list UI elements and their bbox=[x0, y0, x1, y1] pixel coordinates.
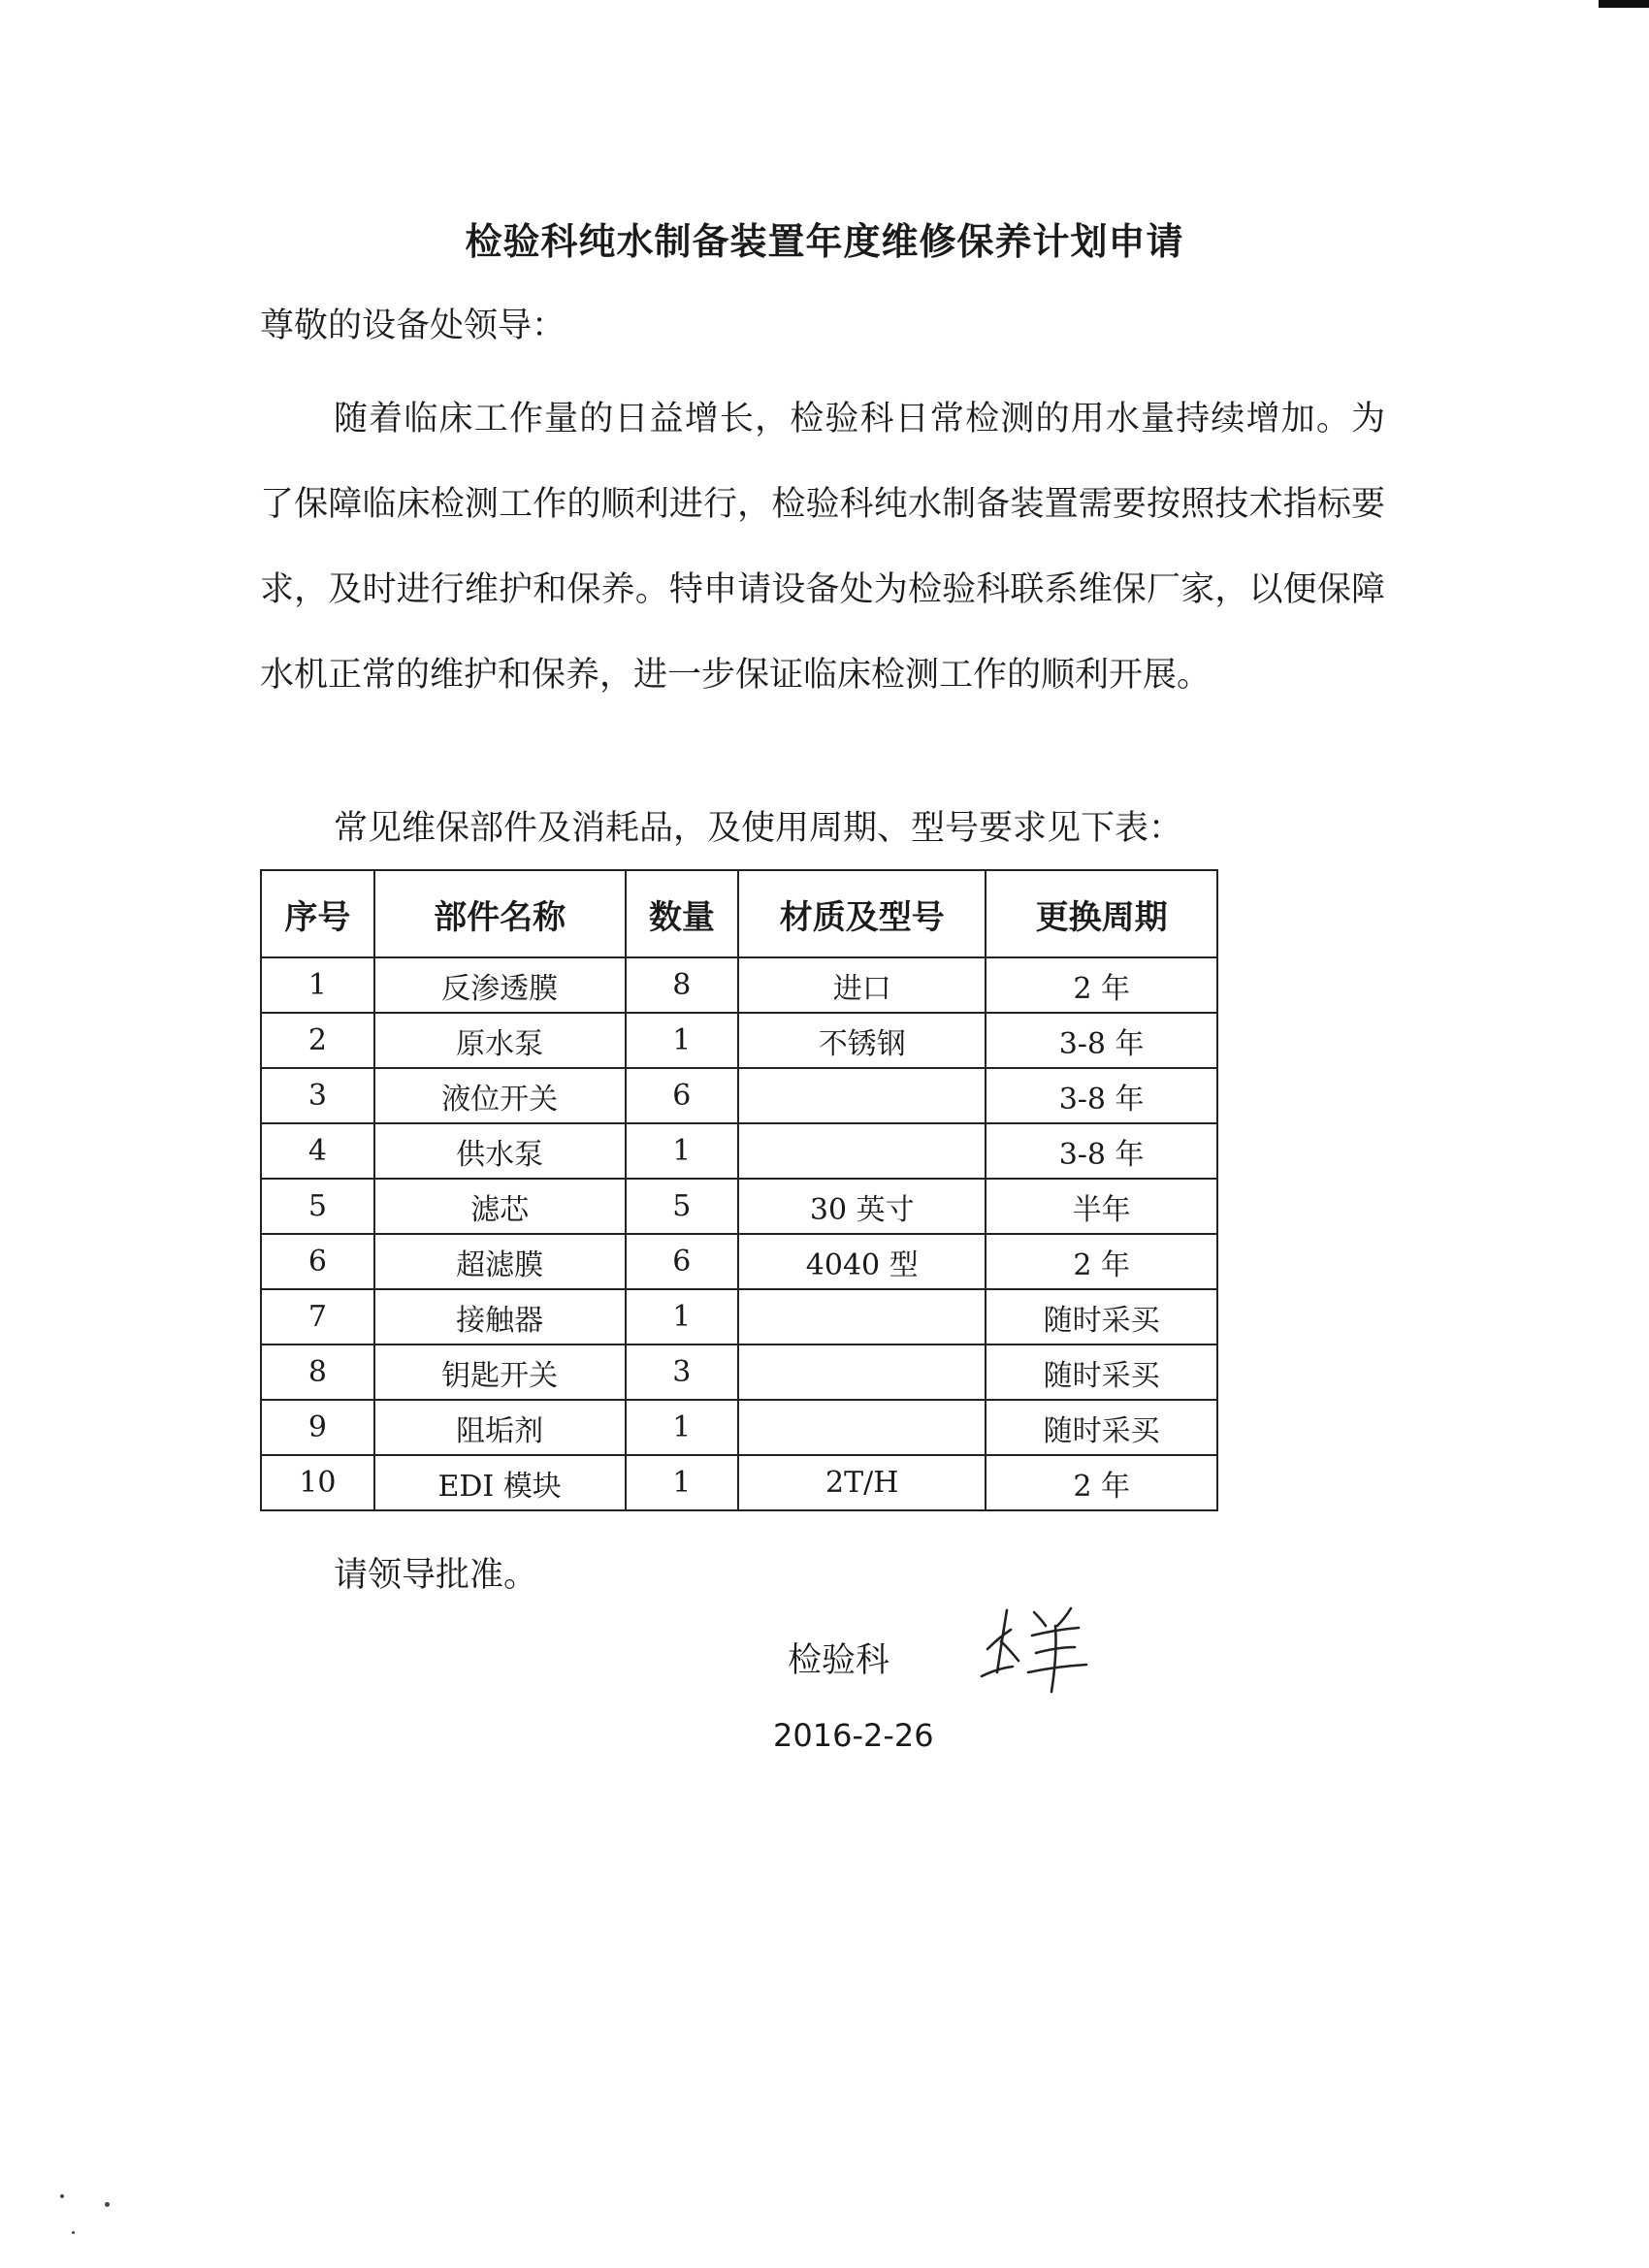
cell-quantity: 1 bbox=[626, 1455, 739, 1510]
header-no: 序号 bbox=[261, 870, 374, 957]
table-row bbox=[261, 1400, 1217, 1455]
cell-material-model: 不锈钢 bbox=[738, 1013, 986, 1068]
cell-no: 2 bbox=[261, 1013, 374, 1068]
parts-table bbox=[260, 869, 1218, 1511]
cell-part-name: 供水泵 bbox=[374, 1123, 626, 1179]
cell-no: 7 bbox=[261, 1289, 374, 1345]
handwritten-signature bbox=[978, 1591, 1104, 1698]
body-paragraph: 随着临床工作量的日益增长，检验科日常检测的用水量持续增加。为了保障临床检测工作的顺利进行，检验科纯水制备装置需要按照技术指标要求，及时进行维护和保养。特申请设备处为检验科联系维保厂家，以便保障水机正常的维护和保养，进一步保证临床检测工作的顺利开展。 bbox=[260, 400, 1385, 695]
cell-material-model bbox=[738, 1123, 986, 1179]
cell-part-name: 滤芯 bbox=[374, 1179, 626, 1234]
document-title: 检验科纯水制备装置年度维修保养计划申请 bbox=[465, 220, 1184, 263]
cell-replace-cycle: 2 年 bbox=[986, 1234, 1217, 1289]
department-name: 检验科 bbox=[788, 1641, 890, 1680]
cell-replace-cycle: 2 年 bbox=[986, 1455, 1217, 1510]
cell-quantity: 6 bbox=[626, 1234, 739, 1289]
table-header-row bbox=[261, 870, 1217, 957]
table-row bbox=[261, 1234, 1217, 1289]
cell-part-name: 液位开关 bbox=[374, 1068, 626, 1123]
table-row bbox=[261, 957, 1217, 1013]
header-quantity: 数量 bbox=[626, 870, 739, 957]
salutation: 尊敬的设备处领导： bbox=[260, 307, 566, 345]
cell-no: 4 bbox=[261, 1123, 374, 1179]
cell-replace-cycle: 3-8 年 bbox=[986, 1013, 1217, 1068]
cell-quantity: 6 bbox=[626, 1068, 739, 1123]
scan-speck bbox=[60, 2194, 64, 2198]
header-replace-cycle: 更换周期 bbox=[986, 870, 1217, 957]
cell-quantity: 3 bbox=[626, 1345, 739, 1400]
cell-no: 9 bbox=[261, 1400, 374, 1455]
cell-material-model: 30 英寸 bbox=[738, 1179, 986, 1234]
cell-part-name: 接触器 bbox=[374, 1289, 626, 1345]
cell-quantity: 1 bbox=[626, 1400, 739, 1455]
table-row bbox=[261, 1345, 1217, 1400]
table-row bbox=[261, 1068, 1217, 1123]
cell-replace-cycle: 随时采买 bbox=[986, 1400, 1217, 1455]
cell-part-name: 原水泵 bbox=[374, 1013, 626, 1068]
document-date: 2016-2-26 bbox=[773, 1717, 934, 1754]
closing-line: 请领导批准。 bbox=[334, 1556, 538, 1595]
cell-material-model bbox=[738, 1400, 986, 1455]
cell-material-model: 2T/H bbox=[738, 1455, 986, 1510]
table-intro: 常见维保部件及消耗品，及使用周期、型号要求见下表： bbox=[334, 809, 1183, 848]
cell-replace-cycle: 2 年 bbox=[986, 957, 1217, 1013]
cell-quantity: 1 bbox=[626, 1013, 739, 1068]
scan-speck bbox=[72, 2231, 75, 2234]
table-row bbox=[261, 1455, 1217, 1510]
cell-quantity: 5 bbox=[626, 1179, 739, 1234]
cell-material-model bbox=[738, 1289, 986, 1345]
table-row bbox=[261, 1289, 1217, 1345]
cell-part-name: 阻垢剂 bbox=[374, 1400, 626, 1455]
cell-part-name: 超滤膜 bbox=[374, 1234, 626, 1289]
cell-no: 8 bbox=[261, 1345, 374, 1400]
cell-part-name: EDI 模块 bbox=[374, 1455, 626, 1510]
cell-replace-cycle: 随时采买 bbox=[986, 1289, 1217, 1345]
header-material-model: 材质及型号 bbox=[738, 870, 986, 957]
cell-part-name: 反渗透膜 bbox=[374, 957, 626, 1013]
cell-replace-cycle: 随时采买 bbox=[986, 1345, 1217, 1400]
cell-no: 1 bbox=[261, 957, 374, 1013]
cell-quantity: 8 bbox=[626, 957, 739, 1013]
cell-material-model bbox=[738, 1068, 986, 1123]
scan-speck bbox=[105, 2202, 110, 2207]
cell-replace-cycle: 3-8 年 bbox=[986, 1068, 1217, 1123]
cell-part-name: 钥匙开关 bbox=[374, 1345, 626, 1400]
cell-material-model: 进口 bbox=[738, 957, 986, 1013]
cell-no: 10 bbox=[261, 1455, 374, 1510]
table-row bbox=[261, 1013, 1217, 1068]
cell-material-model: 4040 型 bbox=[738, 1234, 986, 1289]
table-row bbox=[261, 1123, 1217, 1179]
header-part-name: 部件名称 bbox=[374, 870, 626, 957]
cell-replace-cycle: 3-8 年 bbox=[986, 1123, 1217, 1179]
table-row bbox=[261, 1179, 1217, 1234]
cell-no: 6 bbox=[261, 1234, 374, 1289]
cell-material-model bbox=[738, 1345, 986, 1400]
scan-corner-mark bbox=[1599, 0, 1649, 8]
cell-quantity: 1 bbox=[626, 1289, 739, 1345]
cell-replace-cycle: 半年 bbox=[986, 1179, 1217, 1234]
cell-quantity: 1 bbox=[626, 1123, 739, 1179]
cell-no: 5 bbox=[261, 1179, 374, 1234]
cell-no: 3 bbox=[261, 1068, 374, 1123]
